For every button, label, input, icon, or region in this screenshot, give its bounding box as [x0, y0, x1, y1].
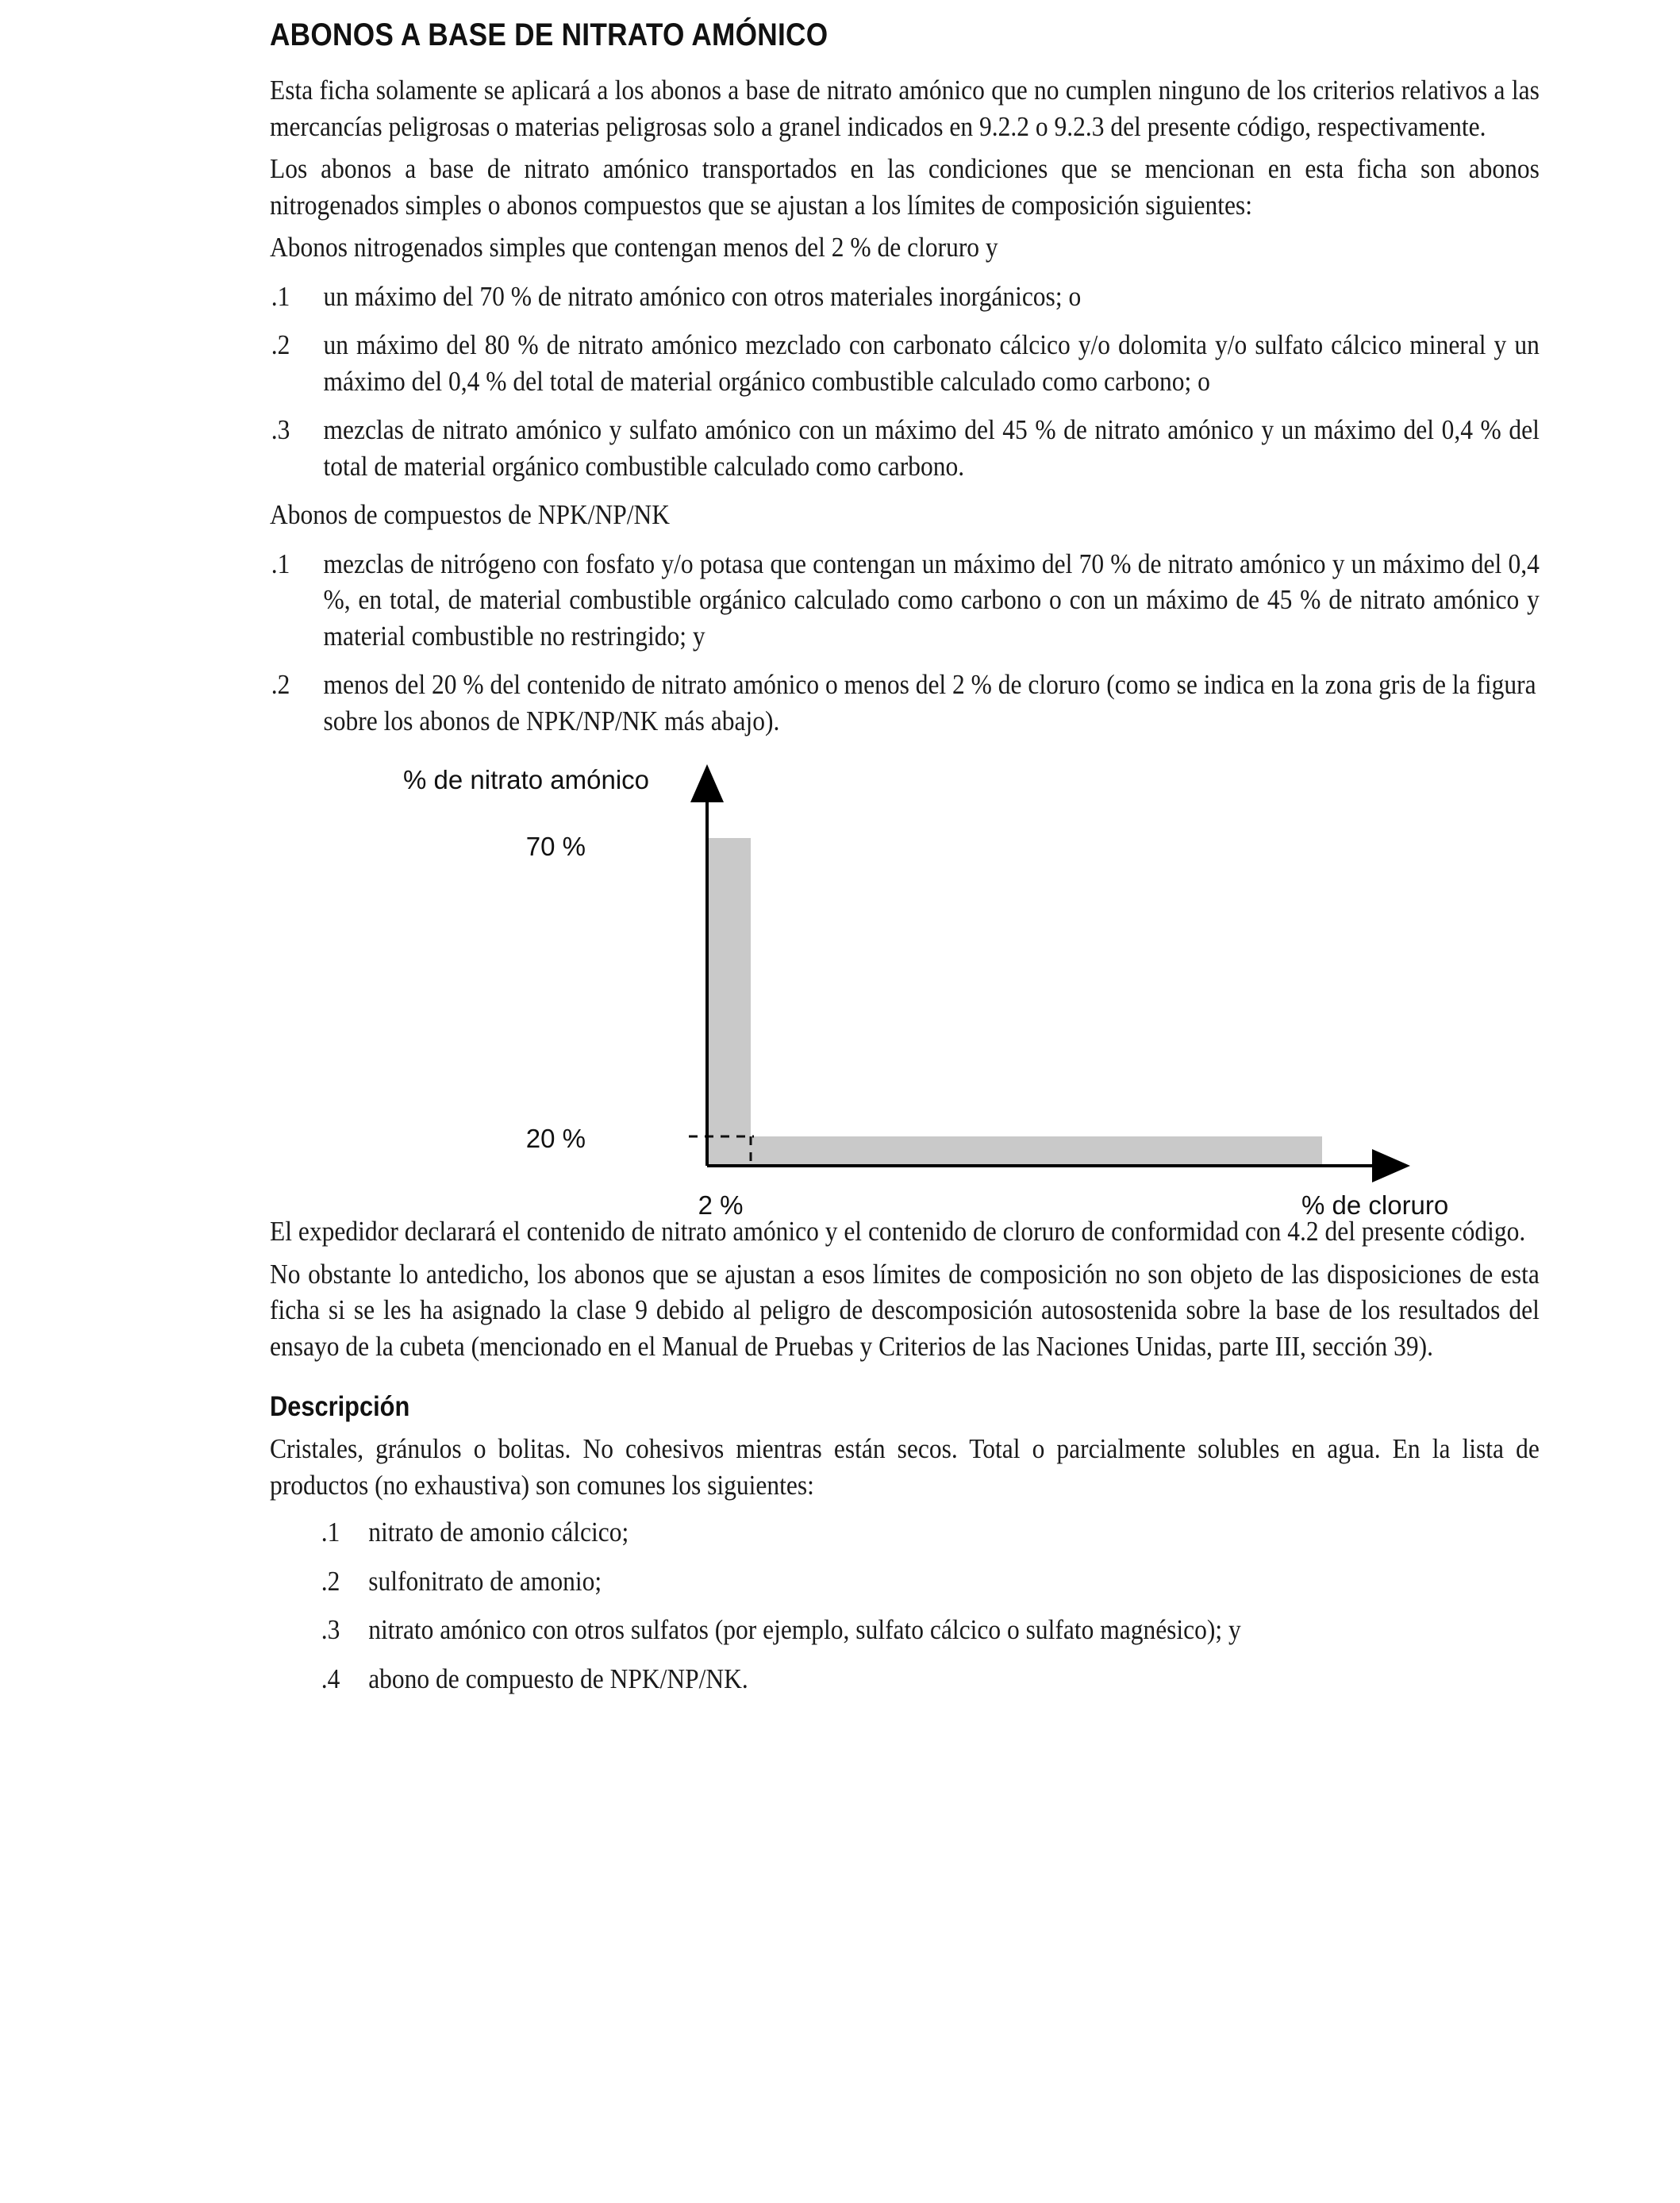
list-item	[270, 1661, 1590, 1697]
list-item-text: nitrato amónico con otros sulfatos (por ejemplo, sulfato cálcico o sulfato magnésico); y	[368, 1614, 1241, 1645]
list-item-number: .2	[271, 669, 290, 700]
paragraph-intro-1: Esta ficha solamente se aplicará a los abonos a base de nitrato amónico que no cumplen ninguno de los criterios relativos a las mercancías peligrosas o materias peligrosas solo a granel indicados en 9.2.2 o 9.2.3 del presente código, respectivamente.	[270, 75, 1540, 142]
list-item	[270, 412, 1540, 484]
paragraph-intro-2: Los abonos a base de nitrato amónico transportados en las condiciones que se mencionan en esta ficha son abonos nitrogenados simples o abonos compuestos que se ajustan a los límites de composición siguientes:	[270, 153, 1540, 221]
list-item-text: un máximo del 80 % de nitrato amónico mezclado con carbonato cálcico y/o dolomita y/o sulfato cálcico mineral y un máximo del 0,4 % del total de material orgánico combustible calculado como carbono; o	[323, 329, 1540, 397]
document-page	[270, 0, 1540, 1697]
paragraph-declaration: El expedidor declarará el contenido de nitrato amónico y el contenido de cloruro de conformidad con 4.2 del presente código.	[270, 1216, 1526, 1247]
list-item-text: un máximo del 70 % de nitrato amónico con otros materiales inorgánicos; o	[323, 280, 1082, 312]
npk-chlorine-chart	[270, 761, 1540, 1220]
list-item	[270, 327, 1540, 399]
chart-x-tick-2: 2 %	[698, 1190, 744, 1220]
chart-y-tick-70: 70 %	[525, 832, 586, 861]
list-item-number: .1	[271, 548, 290, 579]
list-item-number: .2	[321, 1565, 340, 1597]
chart-x-axis-label: % de cloruro	[1301, 1190, 1449, 1220]
chart-y-axis-label: % de nitrato amónico	[403, 765, 650, 794]
paragraph-simple-lead: Abonos nitrogenados simples que contengan menos del 2 % de cloruro y	[270, 232, 998, 263]
section-heading-descripcion: Descripción	[270, 1391, 410, 1422]
list-item-number: .1	[271, 280, 290, 312]
list-item-number: .1	[321, 1517, 340, 1547]
list-item-number: .4	[321, 1663, 340, 1694]
chart-y-axis-arrow	[690, 764, 724, 802]
list-item	[270, 279, 1540, 315]
chart-y-tick-20: 20 %	[525, 1124, 586, 1153]
list-item-number: .3	[271, 414, 290, 445]
chart-region-horizontal-band-fill	[707, 1136, 1322, 1166]
list-item-number: .2	[271, 329, 290, 360]
list-item	[270, 1563, 1590, 1600]
list-item	[270, 1612, 1590, 1648]
list-item-number: .3	[321, 1614, 340, 1645]
list-item	[270, 546, 1540, 655]
chart-region-vertical-band	[707, 838, 751, 1166]
paragraph-npk-lead: Abonos de compuestos de NPK/NP/NK	[270, 499, 670, 530]
list-item	[270, 1514, 1590, 1551]
list-item-text: nitrato de amonio cálcico;	[368, 1517, 629, 1547]
page-title: ABONOS A BASE DE NITRATO AMÓNICO	[270, 17, 828, 52]
paragraph-notwithstanding: No obstante lo antedicho, los abonos que se ajustan a esos límites de composición no son objeto de las disposiciones de esta ficha si se les ha asignado la clase 9 debido al peligro de descomposición autosostenida sobre la base de los resultados del ensayo de la cubeta (mencionado en el Manual de Pruebas y Criterios de las Naciones Unidas, parte III, sección 39).	[270, 1258, 1540, 1362]
list-item-text: abono de compuesto de NPK/NP/NK.	[368, 1663, 748, 1694]
list-item	[270, 667, 1540, 739]
list-item-text: menos del 20 % del contenido de nitrato amónico o menos del 2 % de cloruro (como se indica en la zona gris de la figura sobre los abonos de NPK/NP/NK más abajo).	[323, 669, 1536, 736]
chart-x-axis-arrow	[1372, 1149, 1410, 1182]
list-item-text: mezclas de nitrato amónico y sulfato amónico con un máximo del 45 % de nitrato amónico y un máximo del 0,4 % del total de material orgánico combustible calculado como carbono.	[323, 414, 1540, 482]
list-item-text: sulfonitrato de amonio;	[368, 1565, 602, 1597]
list-item-text: mezclas de nitrógeno con fosfato y/o potasa que contengan un máximo del 70 % de nitrato amónico y un máximo del 0,4 %, en total, de material combustible orgánico calculado como carbono o con un máximo de 45 % de nitrato amónico y material combustible no restringido; y	[323, 548, 1540, 652]
paragraph-description-intro: Cristales, gránulos o bolitas. No cohesivos mientras están secos. Total o parcialmente solubles en agua. En la lista de productos (no exhaustiva) son comunes los siguientes:	[270, 1433, 1540, 1501]
